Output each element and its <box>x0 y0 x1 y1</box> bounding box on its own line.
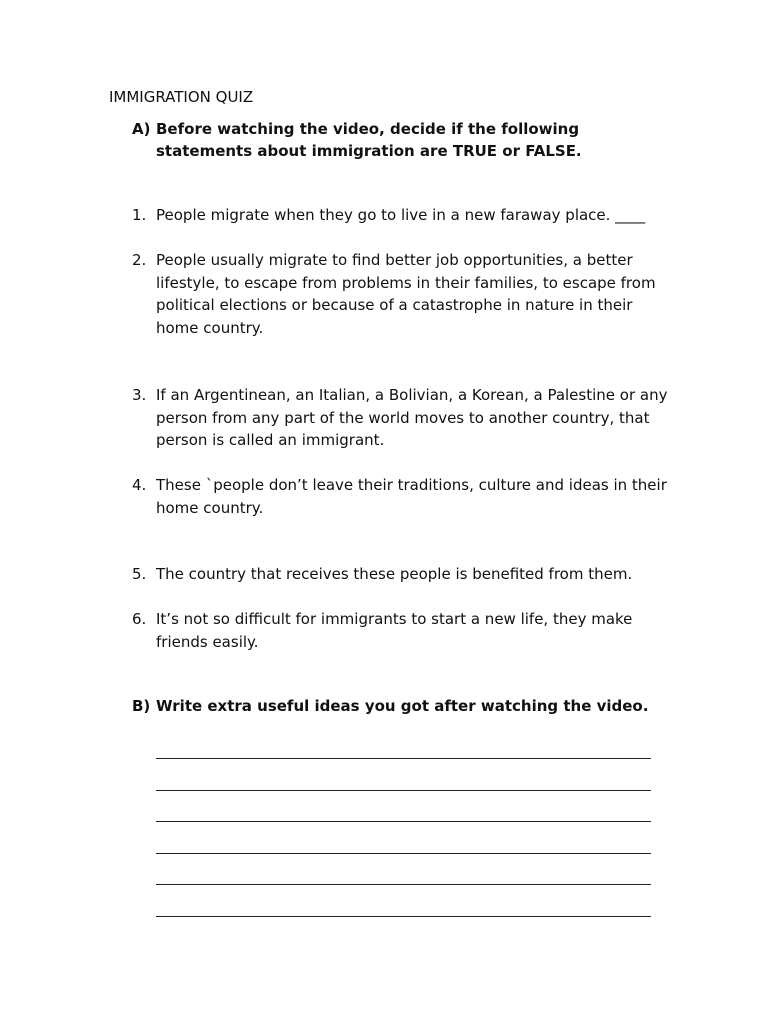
page-title: IMMIGRATION QUIZ <box>109 88 254 106</box>
question-3 <box>132 384 672 452</box>
section-a-instruction <box>132 118 672 162</box>
answer-line[interactable] <box>156 853 651 854</box>
section-a-marker: A) <box>132 120 151 138</box>
question-text: The country that receives these people is benefited from them. <box>156 565 633 583</box>
question-2 <box>132 249 672 339</box>
answer-line[interactable] <box>156 758 651 759</box>
question-text: People usually migrate to find better job opportunities, a better lifestyle, to escape from problems in their families, to escape from political elections or because of a catastrophe in nature in their home country. <box>156 251 656 337</box>
question-6 <box>132 608 672 653</box>
answer-line[interactable] <box>156 884 651 885</box>
question-text: People migrate when they go to live in a new faraway place. ____ <box>156 206 646 224</box>
question-5 <box>132 563 672 586</box>
answer-lines <box>156 758 651 947</box>
question-1 <box>132 204 672 227</box>
question-text: If an Argentinean, an Italian, a Bolivian, a Korean, a Palestine or any person from any part of the world moves to another country, that person is called an immigrant. <box>156 386 668 449</box>
section-b-text: Write extra useful ideas you got after watching the video. <box>156 697 649 715</box>
question-number: 6. <box>132 610 147 628</box>
question-number: 1. <box>132 206 147 224</box>
question-number: 4. <box>132 476 147 494</box>
question-number: 2. <box>132 251 147 269</box>
question-4 <box>132 474 672 519</box>
question-text: It’s not so difficult for immigrants to start a new life, they make friends easily. <box>156 610 633 651</box>
answer-line[interactable] <box>156 790 651 791</box>
section-a-text: Before watching the video, decide if the following statements about immigration are TRUE or FALSE. <box>156 120 582 160</box>
question-number: 3. <box>132 386 147 404</box>
question-number: 5. <box>132 565 147 583</box>
section-b-marker: B) <box>132 697 151 715</box>
answer-line[interactable] <box>156 821 651 822</box>
question-text: These `people don’t leave their traditions, culture and ideas in their home country. <box>156 476 667 517</box>
answer-line[interactable] <box>156 916 651 917</box>
section-b-instruction <box>132 695 672 717</box>
